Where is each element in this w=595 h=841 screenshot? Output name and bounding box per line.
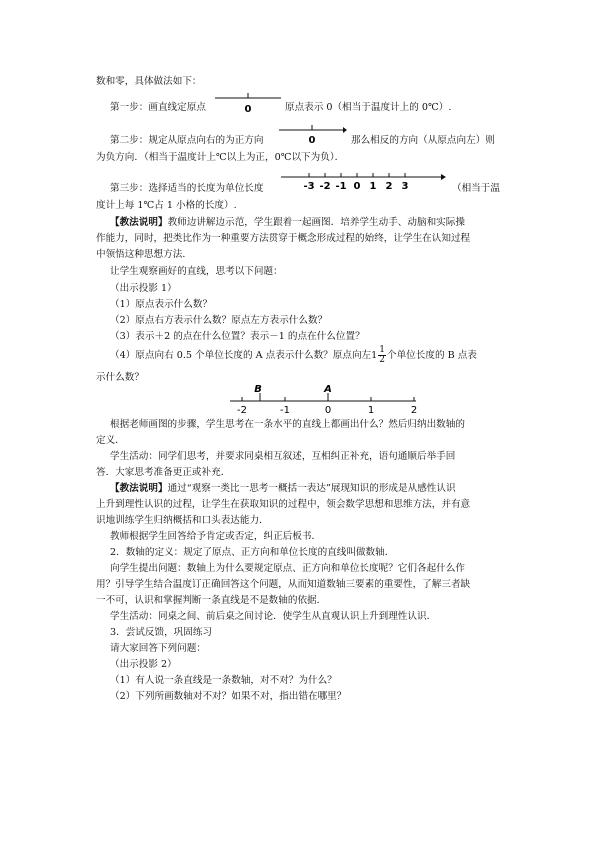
origin-label: 0 [244, 104, 252, 115]
q4-text-b: 个单位长度的 B 点表 [387, 350, 477, 361]
teaching-note-2-line3: 识地训练学生归纳概括和口头表达能力． [96, 515, 269, 526]
point-a-label: A [324, 384, 332, 395]
step1-number-line [213, 90, 283, 116]
tick-label: 2 [385, 181, 393, 192]
step3-text-line2: 度计上每 1℃占 1 小格的长度）. [96, 200, 237, 211]
intro-text: 数和零，具体做法如下： [96, 76, 202, 87]
step1-text-after: 原点表示 0（相当于温度计上的 0℃）. [285, 102, 452, 113]
student-activity-2: 学生活动：同桌之间、前后桌之间讨论．使学生从直观认识上升到理性认识． [110, 611, 437, 622]
exercise-2: （2）下列所画数轴对不对？如果不对，指出错在哪里？ [110, 691, 347, 702]
arrow-icon [441, 174, 446, 180]
origin-label: 0 [308, 135, 316, 146]
tick-label: 0 [353, 181, 361, 192]
student-activity-1-line1: 学生活动：同学们思考，并要求同桌相互叙述，互相纠正补充，语句通顺后举手回 [110, 451, 456, 462]
tick-label: 0 [324, 405, 332, 416]
arrow-icon [343, 127, 347, 133]
projection-2-label: （出示投影 2） [110, 659, 177, 670]
note-text: 教师边讲解边示范，学生跟着一起画图．培养学生动手、动脑和实际操 [167, 217, 465, 228]
question-1: （1）原点表示什么数？ [110, 299, 213, 310]
student-activity-1-line2: 答．大家思考准备更正或补充． [96, 467, 231, 478]
question-4-line2: 示什么数？ [96, 372, 144, 383]
step3-text-before: 第三步：选择适当的长度为单位长度 [110, 183, 264, 194]
exercise-1: （1）有人说一条直线是一条数轴，对不对？为什么？ [110, 675, 337, 686]
step1-text-before: 第一步：画直线定原点 [110, 102, 206, 113]
q4-text-a: （4）原点向右 0.5 个单位长度的 A 点表示什么数？原点向左 [110, 350, 372, 361]
tick-label: -2 [319, 181, 331, 192]
tick-label: -1 [280, 405, 290, 416]
step3-number-line [279, 170, 449, 194]
projection-1-label: （出示投影 1） [110, 283, 177, 294]
question-prompt-line3: 一不可，认识和掌握判断一条直线是不是数轴的依据． [96, 595, 327, 606]
step2-text-line2: 为负方向．（相当于温度计上℃以上为正，0℃以下为负）． [96, 152, 345, 163]
step2-text-after: 那么相反的方向（从原点向左）则 [351, 135, 495, 146]
note-text: 通过“观察一类比一思考一概括一表达”展现知识的形成是从感性认识 [167, 483, 456, 494]
tick-label: -2 [237, 405, 247, 416]
teaching-note-1-line3: 中领悟这种思想方法． [96, 249, 192, 260]
section-3-heading: 3．尝试反馈，巩固练习 [110, 627, 213, 638]
teaching-note-1-line1 [110, 216, 465, 229]
mixed-fraction-whole: 1 [371, 350, 378, 361]
step3-text-after: （相当于温 [452, 183, 500, 194]
teaching-note-2-line2: 上升到理性认识的过程，让学生在获取知识的过程中，领会数学思想和思维方法，并有意 [96, 499, 471, 510]
definition-para-line2: 定义． [96, 435, 125, 446]
answer-prompt: 请大家回答下列问题： [110, 643, 206, 654]
fraction [378, 346, 386, 365]
step2-text-before: 第二步：规定从原点向右的为正方向 [110, 135, 264, 146]
observe-text: 让学生观察画好的直线，思考以下问题： [110, 266, 283, 277]
teaching-note-1-line2: 作能力，同时，把类比作为一种重要方法贯穿于概念形成过程的始终，让学生在认知过程 [96, 233, 471, 244]
teacher-text: 教师根据学生回答给予肯定或否定，纠正后板书． [110, 531, 322, 542]
tick-label: 1 [367, 405, 375, 416]
note-tag: 【教法说明】 [110, 217, 168, 228]
fraction-numerator: 1 [379, 345, 385, 355]
fraction-denominator: 2 [379, 355, 385, 365]
question-prompt-line2: 用？引导学生结合温度订正确回答这个问题，从而知道数轴三要素的重要性，了解三者缺 [96, 579, 471, 590]
axis-definition: 2．数轴的定义：规定了原点、正方向和单位长度的直线叫做数轴． [110, 547, 395, 558]
definition-para-line1: 根据老师画图的步骤，学生思考在一条水平的直线上都画出什么？然后归纳出数轴的 [110, 419, 465, 430]
point-b-label: B [254, 384, 262, 395]
tick-label: 2 [410, 405, 418, 416]
note-tag: 【教法说明】 [110, 483, 168, 494]
tick-label: 1 [369, 181, 377, 192]
ab-number-line-figure [228, 382, 420, 416]
step2-number-line [277, 122, 347, 148]
teaching-note-2-line1 [110, 482, 456, 495]
tick-label: -3 [303, 181, 315, 192]
tick-label: -1 [335, 181, 347, 192]
question-prompt-line1: 向学生提出问题：数轴上为什么要规定原点、正方向和单位长度呢？它们各起什么作 [110, 563, 465, 574]
question-3: （3）表示＋2 的点在什么位置？表示－1 的点在什么位置？ [110, 331, 365, 342]
tick-label: 3 [401, 181, 409, 192]
question-2: （2）原点右方表示什么数？原点左方表示什么数？ [110, 315, 328, 326]
question-4-line1 [110, 346, 477, 366]
